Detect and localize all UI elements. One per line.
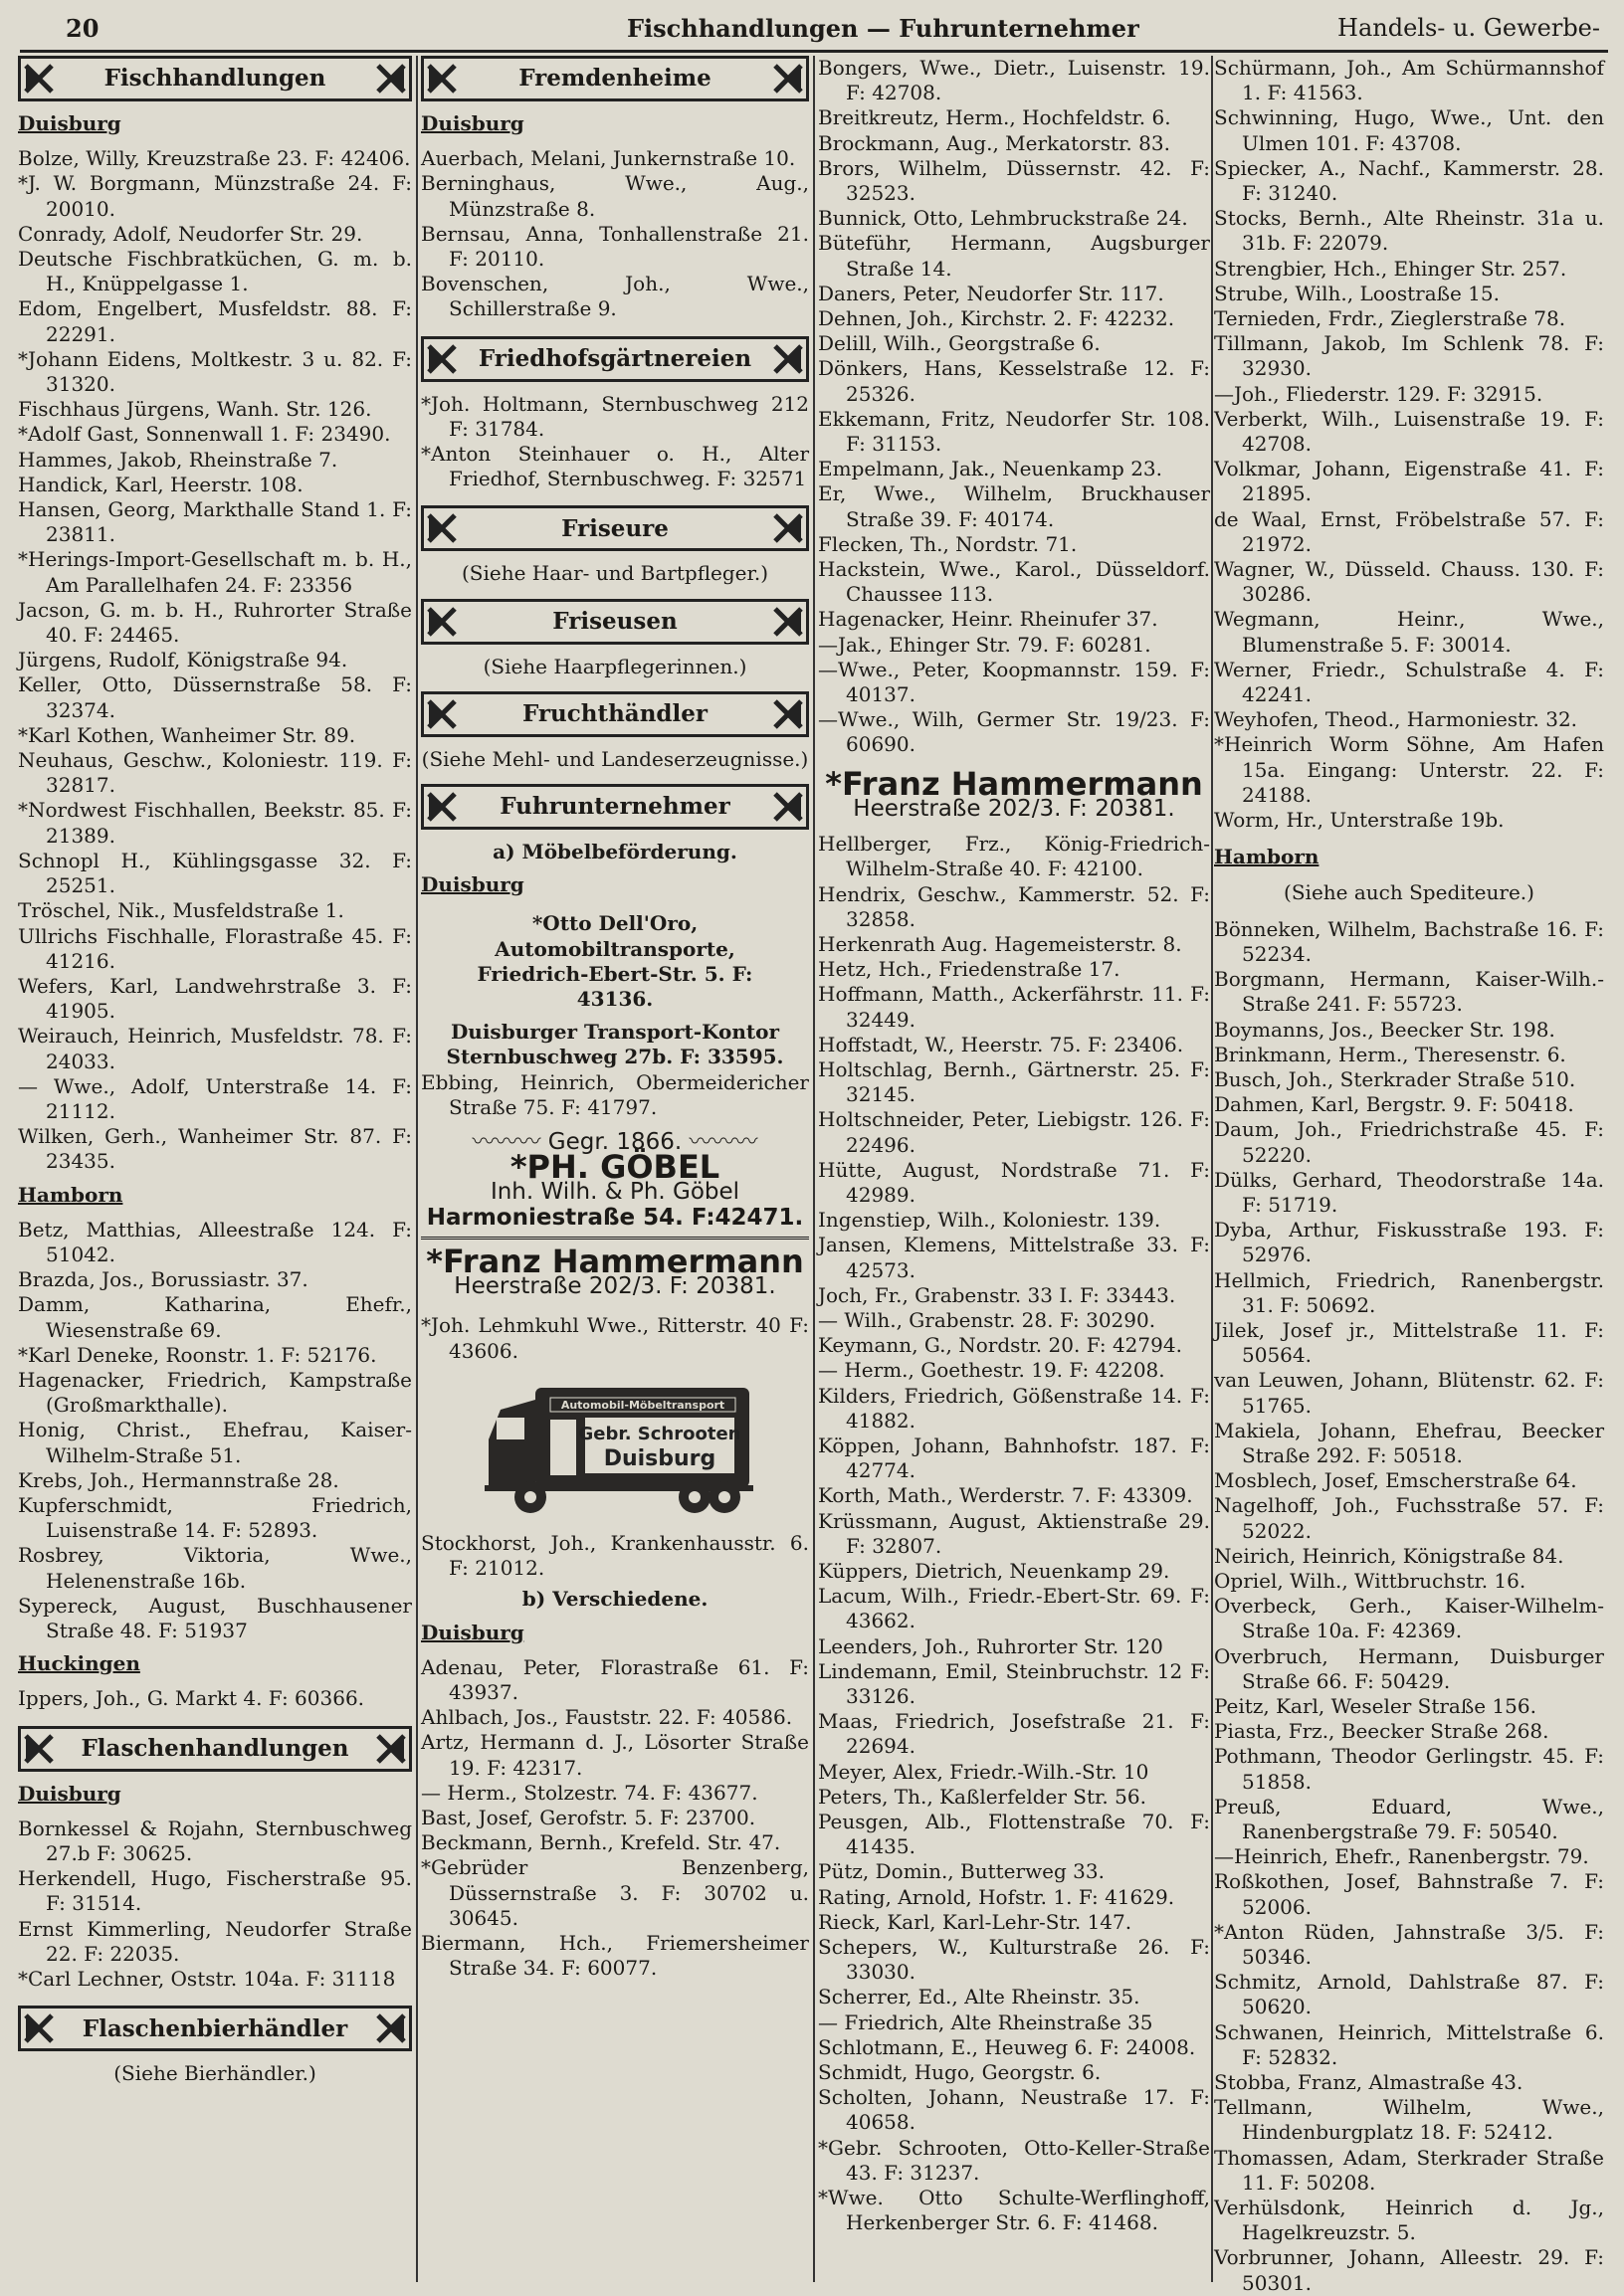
section-banner-fruchthaendler: [421, 691, 809, 737]
list-item: Peusgen, Alb., Flottenstraße 70. F: 41435.: [818, 1810, 1210, 1859]
city-heading: Hamborn: [18, 1182, 123, 1207]
list-item: Ippers, Joh., G. Markt 4. F: 60366.: [18, 1686, 365, 1711]
list-item: Empelmann, Jak., Neuenkamp 23.: [818, 457, 1163, 481]
list-item: Werner, Friedr., Schulstraße 4. F: 42241.: [1214, 657, 1604, 707]
list-item: Maas, Friedrich, Josefstraße 21. F: 22694.: [818, 1709, 1210, 1759]
entry-list: [18, 146, 412, 1174]
list-item: Artz, Hermann d. J., Lösorter Straße 19. F: 42317.: [421, 1730, 809, 1780]
list-item: Peitz, Karl, Weseler Straße 156.: [1214, 1694, 1536, 1718]
list-item: Stobba, Franz, Almastraße 43.: [1214, 2070, 1523, 2095]
list-item: *Gebr. Schrooten, Otto-Keller-Straße 43. F: 31237.: [818, 2135, 1210, 2185]
list-item: Biermann, Hch., Friemersheimer Straße 34. F: 60077.: [421, 1930, 809, 1981]
ornament-icon: [770, 789, 806, 825]
list-item: Tellmann, Wilhelm, Wwe., Hindenburgplatz 18. F: 52412.: [1214, 2095, 1604, 2145]
list-item: Preuß, Eduard, Wwe., Ranenbergstraße 79. F: 50540.: [1214, 1794, 1604, 1844]
cross-reference-note: (Siehe auch Spediteure.): [1284, 879, 1534, 904]
list-item: Vorbrunner, Johann, Alleestr. 29. F: 50301.: [1214, 2245, 1604, 2295]
list-item: — Friedrich, Alte Rheinstraße 35: [818, 2009, 1153, 2034]
list-item: Auerbach, Melani, Junkernstraße 10.: [421, 146, 796, 171]
list-item: Wefers, Karl, Landwehrstraße 3. F: 41905.: [18, 973, 412, 1024]
list-item: Tillmann, Jakob, Im Schlenk 78. F: 32930.: [1214, 331, 1604, 381]
list-item: Meyer, Alex, Friedr.-Wilh.-Str. 10: [818, 1759, 1149, 1784]
list-item: Delill, Wilh., Georgstraße 6.: [818, 331, 1101, 356]
list-item: Jürgens, Rudolf, Königstraße 94.: [18, 648, 348, 672]
city-heading: Duisburg: [421, 111, 524, 135]
subsection-heading: b) Verschiedene.: [521, 1587, 709, 1612]
list-item: *Karl Deneke, Roonstr. 1. F: 52176.: [18, 1342, 377, 1367]
ornament-icon: [770, 510, 806, 546]
list-item: Er, Wwe., Wilhelm, Bruckhauser Straße 39. F: 40174.: [818, 481, 1210, 531]
list-item: Tröschel, Nik., Musfeldstraße 1.: [18, 898, 344, 923]
running-header: [0, 0, 1624, 52]
ornament-icon: [770, 604, 806, 640]
list-item: Beckmann, Bernh., Krefeld. Str. 47.: [421, 1830, 781, 1855]
list-item: Herkendell, Hugo, Fischerstraße 95. F: 31514.: [18, 1866, 412, 1916]
list-item: Hackstein, Wwe., Karol., Düsseldorf. Chaussee 113.: [818, 557, 1210, 607]
list-item: Hellmich, Friedrich, Ranenbergstr. 31. F: 50692.: [1214, 1267, 1604, 1317]
list-item: Hagenacker, Heinr. Rheinufer 37.: [818, 607, 1158, 632]
list-item: Bongers, Wwe., Dietr., Luisenstr. 19. F: 42708.: [818, 56, 1210, 105]
list-item: *Wwe. Otto Schulte-Werflinghoff, Herkenberger Str. 6. F: 41468.: [818, 2186, 1210, 2235]
list-item: Damm, Katharina, Ehefr., Wiesenstraße 69.: [18, 1292, 412, 1342]
list-item: Dahmen, Karl, Bergstr. 9. F: 50418.: [1214, 1092, 1574, 1117]
list-item: *Adolf Gast, Sonnenwall 1. F: 23490.: [18, 422, 391, 447]
list-item: Bunnick, Otto, Lehmbruckstraße 24.: [818, 206, 1188, 231]
list-item: Jilek, Josef jr., Mittelstraße 11. F: 50564.: [1214, 1317, 1604, 1368]
cross-reference-note: (Siehe Mehl- und Landeserzeugnisse.): [421, 746, 809, 771]
list-item: Peters, Th., Kaßlerfelder Str. 56.: [818, 1784, 1146, 1809]
entry-list: [421, 1655, 809, 1982]
list-item: Krüssmann, August, Aktienstraße 29. F: 32807.: [818, 1508, 1210, 1558]
list-item: Schepers, W., Kulturstraße 26. F: 33030.: [818, 1935, 1210, 1985]
list-item: Overbeck, Gerh., Kaiser-Wilhelm-Straße 10a. F: 42369.: [1214, 1594, 1604, 1643]
list-item: Volkmar, Johann, Eigenstraße 41. F: 21895.: [1214, 457, 1604, 506]
list-item: Neirich, Heinrich, Königstraße 84.: [1214, 1543, 1564, 1568]
list-item: Jacson, G. m. b. H., Ruhrorter Straße 40. F: 24465.: [18, 597, 412, 648]
entry-list: [18, 1817, 412, 1992]
list-item: Hetz, Hch., Friedenstraße 17.: [818, 957, 1120, 982]
list-item: Neuhaus, Geschw., Koloniestr. 119. F: 32817.: [18, 748, 412, 798]
list-item: Borgmann, Hermann, Kaiser-Wilh.-Straße 241. F: 55723.: [1214, 967, 1604, 1017]
list-item: Mosblech, Josef, Emscherstraße 64.: [1214, 1468, 1577, 1493]
list-item: Ekkemann, Fritz, Neudorfer Str. 108. F: 31153.: [818, 406, 1210, 457]
list-item: Schwinning, Hugo, Wwe., Unt. den Ulmen 101. F: 43708.: [1214, 105, 1604, 155]
list-item: Herkenrath Aug. Hagemeisterstr. 8.: [818, 931, 1182, 956]
list-item: Bornkessel & Rojahn, Sternbuschweg 27.b F: 30625.: [18, 1816, 412, 1865]
entry-list: [1214, 56, 1604, 833]
list-item: *Carl Lechner, Oststr. 104a. F: 31118: [18, 1967, 396, 1992]
ornament-icon: [770, 696, 806, 732]
advert-address: Harmoniestraße 54. F:42471.: [426, 1204, 804, 1231]
list-item: Rieck, Karl, Karl-Lehr-Str. 147.: [818, 1909, 1132, 1934]
list-item: Wegmann, Heinr., Wwe., Blumenstraße 5. F: 30014.: [1214, 607, 1604, 657]
section-title: Fremdenheime: [518, 65, 711, 93]
section-title: Flaschenbierhändler: [82, 2014, 348, 2042]
ornament-icon: [424, 604, 460, 640]
list-item: Bernsau, Anna, Tonhallenstraße 21. F: 20110.: [421, 221, 809, 272]
ornament-icon: [21, 1731, 57, 1767]
city-heading: Duisburg: [18, 1781, 121, 1806]
city-heading: Huckingen: [18, 1651, 140, 1676]
entry-list: [18, 1218, 412, 1643]
section-banner-fischhandlungen: [18, 56, 412, 101]
list-item: *Joh. Lehmkuhl Wwe., Ritterstr. 40 F: 43606.: [421, 1313, 809, 1363]
list-item: *Gebrüder Benzenberg, Düssernstraße 3. F: 30702 u. 30645.: [421, 1855, 809, 1930]
list-item: Wilken, Gerh., Wanheimer Str. 87. F: 23435.: [18, 1124, 412, 1174]
list-item: Leenders, Joh., Ruhrorter Str. 120: [818, 1633, 1163, 1658]
list-item: *Nordwest Fischhallen, Beekstr. 85. F: 21389.: [18, 798, 412, 848]
list-item: Adenau, Peter, Florastraße 61. F: 43937.: [421, 1654, 809, 1704]
list-item: Strube, Wilh., Loostraße 15.: [1214, 281, 1500, 305]
city-heading: Duisburg: [18, 111, 121, 135]
list-item: Verberkt, Wilh., Luisenstraße 19. F: 42708.: [1214, 406, 1604, 457]
ornament-icon: [424, 510, 460, 546]
list-item: van Leuwen, Johann, Blütenstr. 62. F: 51765.: [1214, 1368, 1604, 1418]
list-item: Schmitz, Arnold, Dahlstraße 87. F: 50620.: [1214, 1970, 1604, 2019]
list-item: — Herm., Stolzestr. 74. F: 43677.: [421, 1780, 758, 1805]
list-item: Ernst Kimmerling, Neudorfer Straße 22. F: 22035.: [18, 1916, 412, 1966]
section-banner-flaschenhandlungen: [18, 1726, 412, 1772]
list-item: Brors, Wilhelm, Düssernstr. 42. F: 32523.: [818, 155, 1210, 206]
list-item: Ullrichs Fischhalle, Florastraße 45. F: 41216.: [18, 923, 412, 973]
list-item: *Anton Steinhauer o. H., Alter Friedhof, Sternbuschweg. F: 32571: [421, 442, 809, 491]
cross-reference-note: (Siehe Bierhändler.): [113, 2061, 316, 2086]
list-item: *Heinrich Worm Söhne, Am Hafen 15a. Eingang: Unterstr. 22. F: 24188.: [1214, 732, 1604, 807]
list-item: Rosbrey, Viktoria, Wwe., Helenenstraße 16b.: [18, 1543, 412, 1593]
list-item: Edom, Engelbert, Musfeldstr. 88. F: 22291.: [18, 296, 412, 346]
list-item: Handick, Karl, Heerstr. 108.: [18, 472, 304, 496]
entry-list: [421, 146, 809, 321]
cross-reference-note: (Siehe Haarpflegerinnen.): [483, 654, 747, 678]
list-item: — Herm., Goethestr. 19. F: 42208.: [818, 1358, 1165, 1383]
list-item: Fischhaus Jürgens, Wanh. Str. 126.: [18, 397, 372, 422]
list-item: Brazda, Jos., Borussiastr. 37.: [18, 1267, 308, 1292]
list-item: — Wwe., Adolf, Unterstraße 14. F: 21112.: [18, 1073, 412, 1123]
list-item: Rating, Arnold, Hofstr. 1. F: 41629.: [818, 1884, 1175, 1909]
list-item: Brinkmann, Herm., Theresenstr. 6.: [1214, 1042, 1566, 1066]
list-item: Joch, Fr., Grabenstr. 33 I. F: 33443.: [818, 1282, 1176, 1307]
section-banner-flaschenbierhaendler: [18, 2006, 412, 2051]
truck-icon: [481, 1370, 759, 1519]
entry-list: [18, 1686, 412, 1711]
list-item: Verhülsdonk, Heinrich d. Jg., Hagelkreuzstr. 5.: [1214, 2196, 1604, 2245]
list-item: Overbruch, Hermann, Duisburger Straße 66. F: 50429.: [1214, 1643, 1604, 1693]
list-item: Brockmann, Aug., Merkatorstr. 83.: [818, 130, 1170, 155]
list-item: Weirauch, Heinrich, Musfeldstr. 78. F: 24033.: [18, 1024, 412, 1073]
list-item: Stocks, Bernh., Alte Rheinstr. 31a u. 31b. F: 22079.: [1214, 206, 1604, 256]
list-item: — Wilh., Grabenstr. 28. F: 30290.: [818, 1307, 1156, 1332]
list-item: Dönkers, Hans, Kesselstraße 12. F: 25326.: [818, 356, 1210, 406]
column-1: [18, 56, 412, 2282]
founded-text: Gegr. 1866.: [547, 1129, 683, 1156]
section-banner-fremdenheime: [421, 56, 809, 101]
list-item: Hoffmann, Matth., Ackerfährstr. 11. F: 32449.: [818, 982, 1210, 1032]
list-item: Pütz, Domin., Butterweg 33.: [818, 1859, 1105, 1884]
column-4: [1214, 56, 1604, 2295]
list-item: Bolze, Willy, Kreuzstraße 23. F: 42406.: [18, 146, 411, 171]
list-item: *Herings-Import-Gesellschaft m. b. H., Am Parallelhafen 24. F: 23356: [18, 547, 412, 597]
column-divider: [1211, 56, 1213, 2282]
list-item: Kilders, Friedrich, Gößenstraße 14. F: 41882.: [818, 1383, 1210, 1433]
list-item: Korth, Math., Werderstr. 7. F: 43309.: [818, 1483, 1193, 1508]
page-title: Fischhandlungen — Fuhrunternehmer: [627, 14, 1139, 43]
ornament-icon: [373, 61, 409, 96]
ornament-icon: [770, 341, 806, 377]
truck-sign-company: Gebr. Schrooten: [578, 1423, 741, 1444]
advert-address: Heerstraße 202/3. F: 20381.: [853, 795, 1175, 822]
advert-owner: Inh. Wilh. & Ph. Göbel: [490, 1179, 740, 1206]
list-item: *Joh. Holtmann, Sternbuschweg 212 F: 31784.: [421, 391, 809, 441]
column-divider: [813, 56, 815, 2282]
list-item: Stockhorst, Joh., Krankenhausstr. 6. F: 21012.: [421, 1530, 809, 1581]
list-item: Ahlbach, Jos., Fauststr. 22. F: 40586.: [421, 1705, 793, 1730]
list-item: Daners, Peter, Neudorfer Str. 117.: [818, 281, 1164, 305]
list-item: Breitkreutz, Herm., Hochfeldstr. 6.: [818, 105, 1171, 130]
list-item: Weyhofen, Theod., Harmoniestr. 32.: [1214, 707, 1578, 732]
advert-address: Heerstraße 202/3. F: 20381.: [454, 1273, 776, 1300]
list-item: Sypereck, August, Buschhausener Straße 48. F: 51937: [18, 1593, 412, 1642]
column-3: [818, 56, 1210, 2282]
list-item: —Joh., Fliederstr. 129. F: 32915.: [1214, 381, 1543, 406]
section-title: Friedhofsgärtnereien: [478, 345, 752, 373]
subsection-heading: a) Möbelbeförderung.: [493, 840, 737, 864]
section-banner-friseusen: [421, 599, 809, 645]
list-item: Lacum, Wilh., Friedr.-Ebert-Str. 69. F: 43662.: [818, 1584, 1210, 1633]
ornament-icon: [21, 61, 57, 96]
advert-transport-kontor: Duisburger Transport-Kontor Sternbuschweg 27b. F: 33595.: [446, 1020, 784, 1069]
list-item: Schmidt, Hugo, Georgstr. 6.: [818, 2060, 1102, 2085]
list-item: Keller, Otto, Düssernstraße 58. F: 32374.: [18, 672, 412, 722]
list-item: Jansen, Klemens, Mittelstraße 33. F: 42573.: [818, 1233, 1210, 1282]
header-rule: [20, 50, 1608, 53]
truck-sign-city: Duisburg: [603, 1445, 716, 1471]
ornament-icon: [424, 61, 460, 96]
list-item: Büteführ, Hermann, Augsburger Straße 14.: [818, 231, 1210, 281]
list-item: Hellberger, Frz., König-Friedrich-Wilhelm-Straße 40. F: 42100.: [818, 832, 1210, 881]
list-item: Krebs, Joh., Hermannstraße 28.: [18, 1467, 339, 1492]
ornament-icon: [770, 61, 806, 96]
truck-sign-top: Automobil-Möbeltransport: [560, 1398, 725, 1412]
advert-hammermann: [818, 764, 1210, 822]
list-item: Holtschneider, Peter, Liebigstr. 126. F: 22496.: [818, 1107, 1210, 1157]
list-item: Hütte, August, Nordstraße 71. F: 42989.: [818, 1157, 1210, 1207]
list-item: —Wwe., Wilh, Germer Str. 19/23. F: 60690.: [818, 707, 1210, 757]
list-item: Boymanns, Jos., Beecker Str. 198.: [1214, 1017, 1555, 1042]
list-item: Schürmann, Joh., Am Schürmannshof 1. F: 41563.: [1214, 56, 1604, 105]
page-number: 20: [66, 14, 100, 43]
list-item: Opriel, Wilh., Wittbruchstr. 16.: [1214, 1568, 1526, 1593]
list-item: Schnopl H., Kühlingsgasse 32. F: 25251.: [18, 848, 412, 898]
list-item: Ternieden, Frdr., Zieglerstraße 78.: [1214, 306, 1566, 331]
list-item: Schlotmann, E., Heuweg 6. F: 24008.: [818, 2034, 1196, 2059]
list-item: Ingenstiep, Wilh., Koloniestr. 139.: [818, 1208, 1161, 1233]
ornament-icon: [373, 1731, 409, 1767]
list-item: Ebbing, Heinrich, Obermeidericher Straße 75. F: 41797.: [421, 1069, 809, 1119]
list-item: Bast, Josef, Gerofstr. 5. F: 23700.: [421, 1805, 756, 1829]
list-item: Lindemann, Emil, Steinbruchstr. 12 F: 33126.: [818, 1658, 1210, 1708]
section-title: Flaschenhandlungen: [81, 1734, 349, 1762]
wave-ornament-icon: 〰〰〰: [689, 1129, 758, 1156]
column-divider: [416, 56, 418, 2282]
list-item: Köppen, Johann, Bahnhofstr. 187. F: 42774.: [818, 1433, 1210, 1483]
list-item: Keymann, G., Nordstr. 20. F: 42794.: [818, 1333, 1182, 1358]
list-item: Strengbier, Hch., Ehinger Str. 257.: [1214, 256, 1567, 281]
list-item: Busch, Joh., Sterkrader Straße 510.: [1214, 1066, 1576, 1091]
list-item: —Jak., Ehinger Str. 79. F: 60281.: [818, 632, 1151, 657]
list-item: *Johann Eidens, Moltkestr. 3 u. 82. F: 31320.: [18, 346, 412, 397]
list-item: Hendrix, Geschw., Kammerstr. 52. F: 32858.: [818, 881, 1210, 931]
list-item: *Anton Rüden, Jahnstraße 3/5. F: 50346.: [1214, 1919, 1604, 1970]
entry-list: [818, 56, 1210, 758]
list-item: Wagner, W., Düsseld. Chauss. 130. F: 30286.: [1214, 557, 1604, 607]
entry-list: [421, 392, 809, 492]
truck-illustration: [481, 1370, 809, 1525]
section-banner-friseure: [421, 505, 809, 551]
list-item: Hoffstadt, W., Heerstr. 75. F: 23406.: [818, 1032, 1184, 1056]
ornament-icon: [373, 2010, 409, 2046]
list-item: Conrady, Adolf, Neudorfer Str. 29.: [18, 221, 363, 246]
section-title: Fruchthändler: [521, 700, 709, 728]
list-item: Hagenacker, Friedrich, Kampstraße (Großmarkthalle).: [18, 1367, 412, 1418]
list-item: Bovenschen, Joh., Wwe., Schillerstraße 9.: [421, 272, 809, 321]
list-item: —Heinrich, Ehefr., Ranenbergstr. 79.: [1214, 1844, 1589, 1869]
list-item: Dülks, Gerhard, Theodorstraße 14a. F: 51719.: [1214, 1167, 1604, 1217]
list-item: Makiela, Johann, Ehefrau, Beecker Straße 292. F: 50518.: [1214, 1418, 1604, 1467]
ornament-icon: [21, 2010, 57, 2046]
entry-list: [1214, 917, 1604, 2296]
list-item: Berninghaus, Wwe., Aug., Münzstraße 8.: [421, 171, 809, 221]
section-title: Fischhandlungen: [103, 65, 326, 93]
wave-ornament-icon: 〰〰〰: [472, 1129, 541, 1156]
list-item: Betz, Matthias, Alleestraße 124. F: 51042.: [18, 1217, 412, 1266]
list-item: Scholten, Johann, Neustraße 17. F: 40658.: [818, 2085, 1210, 2135]
advert-name: *Franz Hammermann: [426, 1242, 804, 1280]
section-banner-fuhrunternehmer: [421, 784, 809, 830]
list-item: Holtschlag, Bernh., Gärtnerstr. 25. F: 32145.: [818, 1056, 1210, 1107]
list-item: *Karl Kothen, Wanheimer Str. 89.: [18, 722, 356, 747]
list-item: Roßkothen, Josef, Bahnstraße 7. F: 52006.: [1214, 1869, 1604, 1919]
list-item: Flecken, Th., Nordstr. 71.: [818, 531, 1078, 556]
section-title: Fuhrunternehmer: [500, 793, 730, 821]
list-item: de Waal, Ernst, Fröbelstraße 57. F: 21972.: [1214, 506, 1604, 556]
column-2: [421, 56, 809, 2282]
list-item: Pothmann, Theodor Gerlingstr. 45. F: 51858.: [1214, 1744, 1604, 1794]
ornament-icon: [424, 696, 460, 732]
section-banner-friedhofsgaertnereien: [421, 336, 809, 382]
section-title: Friseure: [561, 514, 669, 542]
list-item: Scherrer, Ed., Alte Rheinstr. 35.: [818, 1985, 1140, 2009]
list-item: Hammes, Jakob, Rheinstraße 7.: [18, 447, 338, 472]
list-item: Daum, Joh., Friedrichstraße 45. F: 52220.: [1214, 1117, 1604, 1167]
list-item: —Wwe., Peter, Koopmannstr. 159. F: 40137.: [818, 657, 1210, 707]
city-heading: Duisburg: [421, 1620, 524, 1644]
header-right: Handels- u. Gewerbe-: [1337, 14, 1600, 42]
list-item: Spiecker, A., Nachf., Kammerstr. 28. F: 31240.: [1214, 155, 1604, 206]
entry-list: [818, 832, 1210, 2235]
advert-dell-oro: *Otto Dell'Oro, Automobiltransporte, Friedrich-Ebert-Str. 5. F: 43136.: [477, 911, 753, 1012]
city-heading: Duisburg: [421, 872, 524, 897]
list-item: Bönneken, Wilhelm, Bachstraße 16. F: 52234.: [1214, 916, 1604, 966]
advert-name: *Franz Hammermann: [825, 764, 1203, 803]
list-item: Kupferschmidt, Friedrich, Luisenstraße 14. F: 52893.: [18, 1492, 412, 1543]
list-item: *J. W. Borgmann, Münzstraße 24. F: 20010.: [18, 171, 412, 221]
ornament-icon: [424, 789, 460, 825]
list-item: Dyba, Arthur, Fiskusstraße 193. F: 52976.: [1214, 1218, 1604, 1267]
section-title: Friseusen: [552, 608, 678, 636]
list-item: Dehnen, Joh., Kirchstr. 2. F: 42232.: [818, 306, 1175, 331]
list-item: Worm, Hr., Unterstraße 19b.: [1214, 808, 1505, 833]
list-item: Küppers, Dietrich, Neuenkamp 29.: [818, 1558, 1170, 1583]
list-item: Schwanen, Heinrich, Mittelstraße 6. F: 52832.: [1214, 2019, 1604, 2069]
cross-reference-note: (Siehe Haar- und Bartpfleger.): [461, 561, 769, 586]
list-item: Piasta, Frz., Beecker Straße 268.: [1214, 1719, 1549, 1744]
list-item: Hansen, Georg, Markthalle Stand 1. F: 23811.: [18, 497, 412, 547]
advert-name: *PH. GÖBEL: [509, 1148, 720, 1187]
advert-goebel: [421, 1148, 809, 1240]
list-item: Honig, Christ., Ehefrau, Kaiser-Wilhelm-Straße 51.: [18, 1418, 412, 1467]
list-item: Deutsche Fischbratküchen, G. m. b. H., Knüppelgasse 1.: [18, 247, 412, 296]
ornament-icon: [424, 341, 460, 377]
list-item: Nagelhoff, Joh., Fuchsstraße 57. F: 52022.: [1214, 1493, 1604, 1543]
city-heading: Hamborn: [1214, 845, 1320, 869]
advert-hammermann: [421, 1242, 809, 1300]
list-item: Thomassen, Adam, Sterkrader Straße 11. F: 50208.: [1214, 2145, 1604, 2195]
